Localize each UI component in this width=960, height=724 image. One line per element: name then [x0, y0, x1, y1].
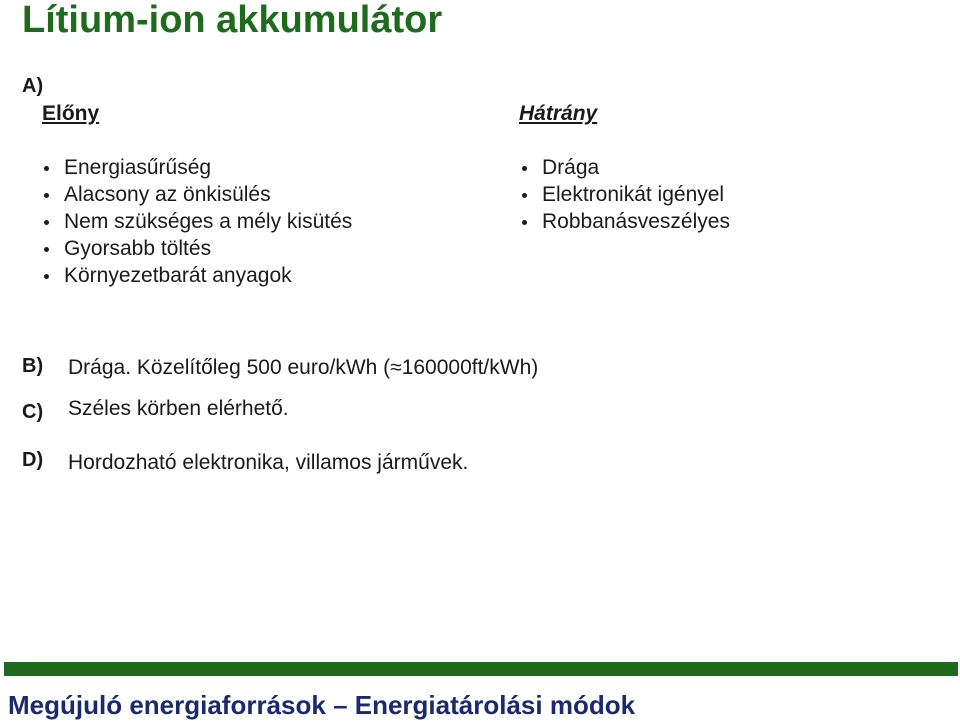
section-b-text: Drága. Közelítőleg 500 euro/kWh (≈160000ft/kWh) [68, 356, 539, 379]
section-d-label: D) [22, 449, 44, 471]
cons-item: Elektronikát igényel [520, 181, 730, 208]
cons-list [520, 154, 730, 235]
section-d-text: Hordozható elektronika, villamos járművek. [68, 451, 469, 474]
footer-divider-bar [4, 662, 958, 676]
pros-item: Energiasűrűség [42, 154, 352, 181]
slide-title: Lítium-ion akkumulátor [22, 0, 443, 41]
cons-item: Robbanásveszélyes [520, 208, 730, 235]
cons-item: Drága [520, 154, 730, 181]
pros-list [42, 154, 352, 289]
pros-heading: Előny [42, 102, 100, 125]
section-a-label: A) [22, 75, 44, 97]
section-c-label: C) [22, 401, 44, 423]
pros-item: Alacsony az önkisülés [42, 181, 352, 208]
footer-text: Megújuló energiaforrások – Energiatárolási módok [8, 690, 636, 720]
section-c-text: Széles körben elérhető. [68, 397, 289, 420]
pros-item: Nem szükséges a mély kisütés [42, 208, 352, 235]
pros-item: Környezetbarát anyagok [42, 262, 352, 289]
pros-item: Gyorsabb töltés [42, 235, 352, 262]
cons-heading: Hátrány [519, 102, 598, 125]
section-b-label: B) [22, 355, 44, 377]
